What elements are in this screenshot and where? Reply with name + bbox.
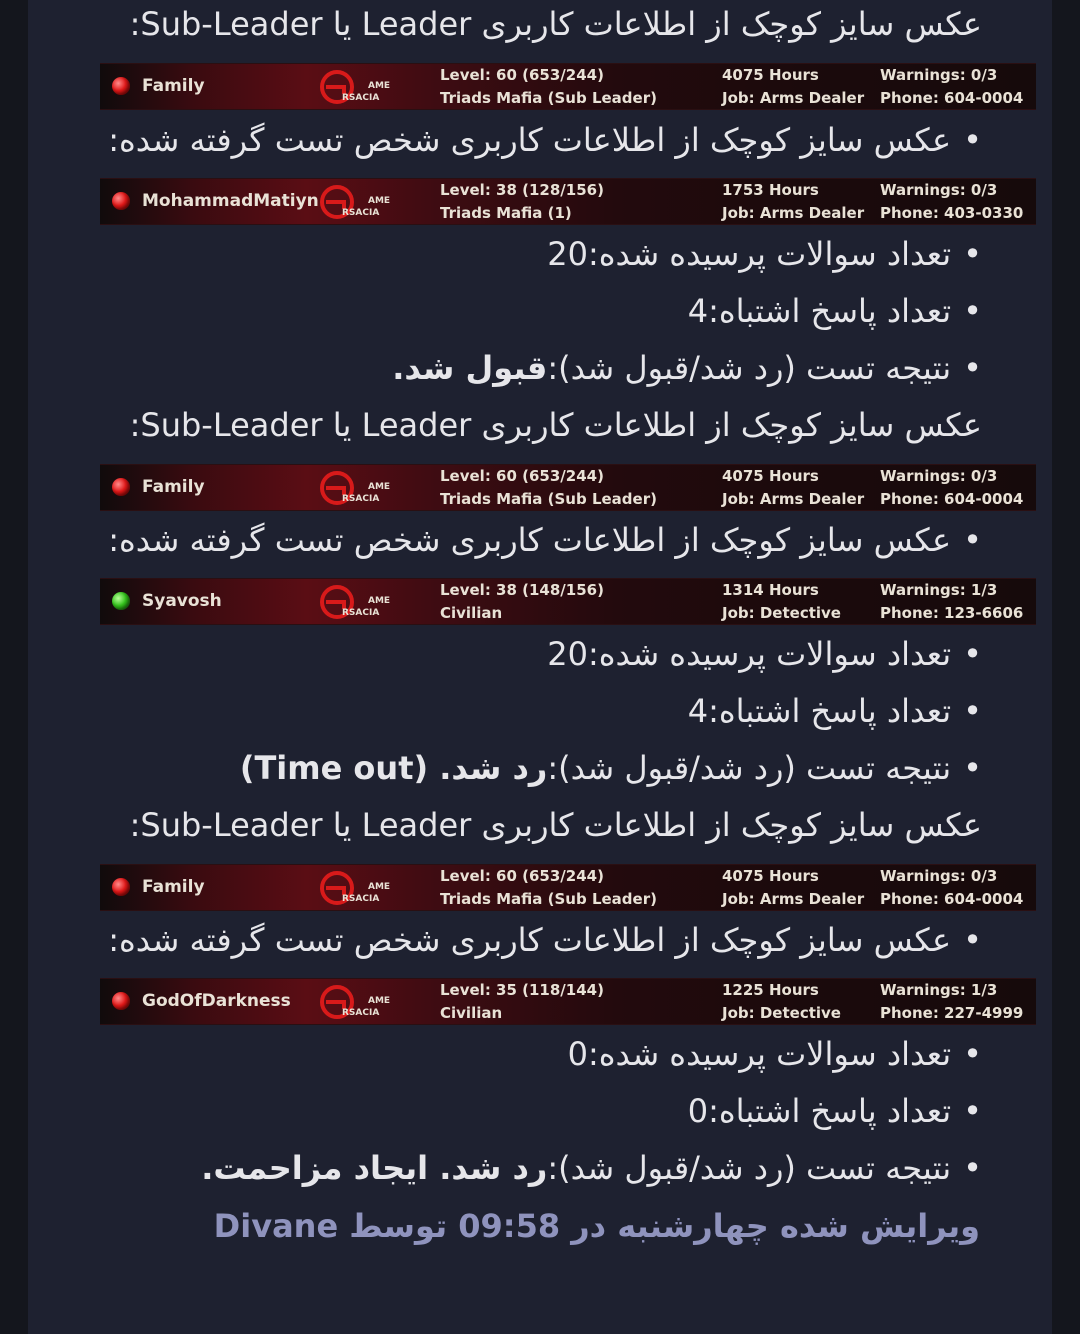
- logo-text-top: AME: [368, 996, 391, 1006]
- tested-caption: عکس سایز کوچک از اطلاعات کاربری شخص تست گرفته شده:: [108, 521, 952, 559]
- game-logo-icon: [318, 68, 398, 106]
- userbar-tested[interactable]: [100, 978, 1036, 1025]
- questions-label: تعداد سوالات پرسیده شده:: [587, 1035, 952, 1073]
- edit-note: ویرایش شده چهارشنبه در 09:58 توسط Divane: [213, 1207, 980, 1245]
- tested-caption: عکس سایز کوچک از اطلاعات کاربری شخص تست گرفته شده:: [108, 121, 952, 159]
- userbar-level: Level: 35 (118/144): [440, 981, 604, 999]
- questions-value: 0: [567, 1035, 588, 1073]
- wrong-answers-value: 4: [687, 692, 709, 730]
- userbar-warnings: Warnings: 0/3: [880, 181, 998, 199]
- userbar-warnings: Warnings: 0/3: [880, 867, 998, 885]
- result-line: [392, 344, 982, 392]
- questions-line: [547, 630, 982, 678]
- result-label: نتیجه تست (رد شد/قبول شد):: [547, 349, 952, 387]
- logo-text-bottom: RSACIA: [342, 93, 380, 103]
- userbar-job: Job: Arms Dealer: [722, 204, 865, 222]
- userbar-job: Job: Arms Dealer: [722, 89, 865, 107]
- tested-caption-line: [108, 516, 982, 564]
- leader-caption: عکس سایز کوچک از اطلاعات کاربری Leader یا Sub-Leader:: [129, 806, 982, 844]
- tested-caption-line: [108, 916, 982, 964]
- result-line: [240, 744, 982, 792]
- userbar-username: Family: [142, 76, 205, 96]
- wrong-answers-value: 4: [687, 292, 709, 330]
- status-online-icon: [112, 592, 130, 610]
- userbar-hours: 4075 Hours: [722, 66, 819, 84]
- userbar-faction: Triads Mafia (Sub Leader): [440, 89, 657, 107]
- bullet: •: [963, 292, 982, 330]
- userbar-hours: 1753 Hours: [722, 181, 819, 199]
- userbar-phone: Phone: 604-0004: [880, 490, 1024, 508]
- userbar-level: Level: 38 (148/156): [440, 581, 604, 599]
- status-offline-icon: [112, 77, 130, 95]
- status-offline-icon: [112, 992, 130, 1010]
- wrong-answers-label: تعداد پاسخ اشتباه:: [708, 292, 952, 330]
- userbar-faction: Triads Mafia (Sub Leader): [440, 490, 657, 508]
- status-offline-icon: [112, 478, 130, 496]
- userbar-warnings: Warnings: 0/3: [880, 66, 998, 84]
- logo-text-top: AME: [368, 196, 391, 206]
- tested-caption: عکس سایز کوچک از اطلاعات کاربری شخص تست گرفته شده:: [108, 921, 952, 959]
- game-logo-icon: [318, 983, 398, 1021]
- logo-text-bottom: RSACIA: [342, 894, 380, 904]
- userbar-warnings: Warnings: 1/3: [880, 981, 998, 999]
- userbar-warnings: Warnings: 1/3: [880, 581, 998, 599]
- userbar-level: Level: 38 (128/156): [440, 181, 604, 199]
- userbar-hours: 4075 Hours: [722, 467, 819, 485]
- status-offline-icon: [112, 192, 130, 210]
- questions-line: [568, 1030, 982, 1078]
- userbar-leader[interactable]: [100, 864, 1036, 911]
- questions-value: 20: [547, 635, 588, 673]
- bullet: •: [963, 121, 982, 159]
- questions-label: تعداد سوالات پرسیده شده:: [587, 235, 952, 273]
- logo-text-top: AME: [368, 882, 391, 892]
- userbar-phone: Phone: 227-4999: [880, 1004, 1024, 1022]
- forum-post: [28, 0, 1052, 1334]
- result-label: نتیجه تست (رد شد/قبول شد):: [547, 1149, 952, 1187]
- logo-text-top: AME: [368, 81, 391, 91]
- result-label: نتیجه تست (رد شد/قبول شد):: [547, 749, 952, 787]
- status-offline-icon: [112, 878, 130, 896]
- logo-text-bottom: RSACIA: [342, 494, 380, 504]
- bullet: •: [963, 1035, 982, 1073]
- userbar-hours: 1314 Hours: [722, 581, 819, 599]
- leader-caption: عکس سایز کوچک از اطلاعات کاربری Leader یا Sub-Leader:: [129, 406, 982, 444]
- wrong-answers-value: 0: [687, 1092, 709, 1130]
- bullet: •: [963, 1149, 982, 1187]
- userbar-level: Level: 60 (653/244): [440, 66, 604, 84]
- userbar-job: Job: Arms Dealer: [722, 490, 865, 508]
- userbar-job: Job: Arms Dealer: [722, 890, 865, 908]
- bullet: •: [963, 349, 982, 387]
- userbar-phone: Phone: 604-0004: [880, 89, 1024, 107]
- bullet: •: [963, 692, 982, 730]
- userbar-leader[interactable]: [100, 63, 1036, 110]
- userbar-hours: 4075 Hours: [722, 867, 819, 885]
- logo-text-bottom: RSACIA: [342, 1008, 380, 1018]
- game-logo-icon: [318, 583, 398, 621]
- wrong-answers-label: تعداد پاسخ اشتباه:: [708, 692, 952, 730]
- userbar-faction: Triads Mafia (Sub Leader): [440, 890, 657, 908]
- userbar-tested[interactable]: [100, 178, 1036, 225]
- logo-text-top: AME: [368, 482, 391, 492]
- bullet: •: [963, 635, 982, 673]
- userbar-phone: Phone: 403-0330: [880, 204, 1024, 222]
- userbar-job: Job: Detective: [722, 604, 841, 622]
- leader-caption: عکس سایز کوچک از اطلاعات کاربری Leader یا Sub-Leader:: [129, 5, 982, 43]
- userbar-warnings: Warnings: 0/3: [880, 467, 998, 485]
- bullet: •: [963, 521, 982, 559]
- userbar-faction: Civilian: [440, 604, 503, 622]
- wrong-answers-line: [688, 287, 982, 335]
- userbar-username: GodOfDarkness: [142, 991, 291, 1011]
- game-logo-icon: [318, 869, 398, 907]
- tested-caption-line: [108, 116, 982, 164]
- game-logo-icon: [318, 183, 398, 221]
- bullet: •: [963, 1092, 982, 1130]
- bullet: •: [963, 921, 982, 959]
- userbar-job: Job: Detective: [722, 1004, 841, 1022]
- questions-value: 20: [547, 235, 588, 273]
- bullet: •: [963, 235, 982, 273]
- userbar-username: Syavosh: [142, 591, 222, 611]
- userbar-faction: Civilian: [440, 1004, 503, 1022]
- userbar-level: Level: 60 (653/244): [440, 867, 604, 885]
- logo-text-top: AME: [368, 596, 391, 606]
- userbar-phone: Phone: 123-6606: [880, 604, 1024, 622]
- wrong-answers-line: [688, 687, 982, 735]
- result-value: قبول شد.: [392, 349, 548, 387]
- result-value: رد شد. ایجاد مزاحمت.: [201, 1149, 548, 1187]
- questions-line: [547, 230, 982, 278]
- logo-text-bottom: RSACIA: [342, 608, 380, 618]
- userbar-faction: Triads Mafia (1): [440, 204, 572, 222]
- wrong-answers-line: [688, 1087, 982, 1135]
- result-line: [201, 1144, 982, 1192]
- result-value: رد شد. (Time out): [239, 749, 548, 787]
- questions-label: تعداد سوالات پرسیده شده:: [587, 635, 952, 673]
- userbar-username: Family: [142, 877, 205, 897]
- userbar-leader[interactable]: [100, 464, 1036, 511]
- wrong-answers-label: تعداد پاسخ اشتباه:: [708, 1092, 952, 1130]
- userbar-phone: Phone: 604-0004: [880, 890, 1024, 908]
- userbar-level: Level: 60 (653/244): [440, 467, 604, 485]
- logo-text-bottom: RSACIA: [342, 208, 380, 218]
- userbar-hours: 1225 Hours: [722, 981, 819, 999]
- game-logo-icon: [318, 469, 398, 507]
- userbar-username: MohammadMatiyn: [142, 191, 319, 211]
- userbar-tested[interactable]: [100, 578, 1036, 625]
- bullet: •: [963, 749, 982, 787]
- userbar-username: Family: [142, 477, 205, 497]
